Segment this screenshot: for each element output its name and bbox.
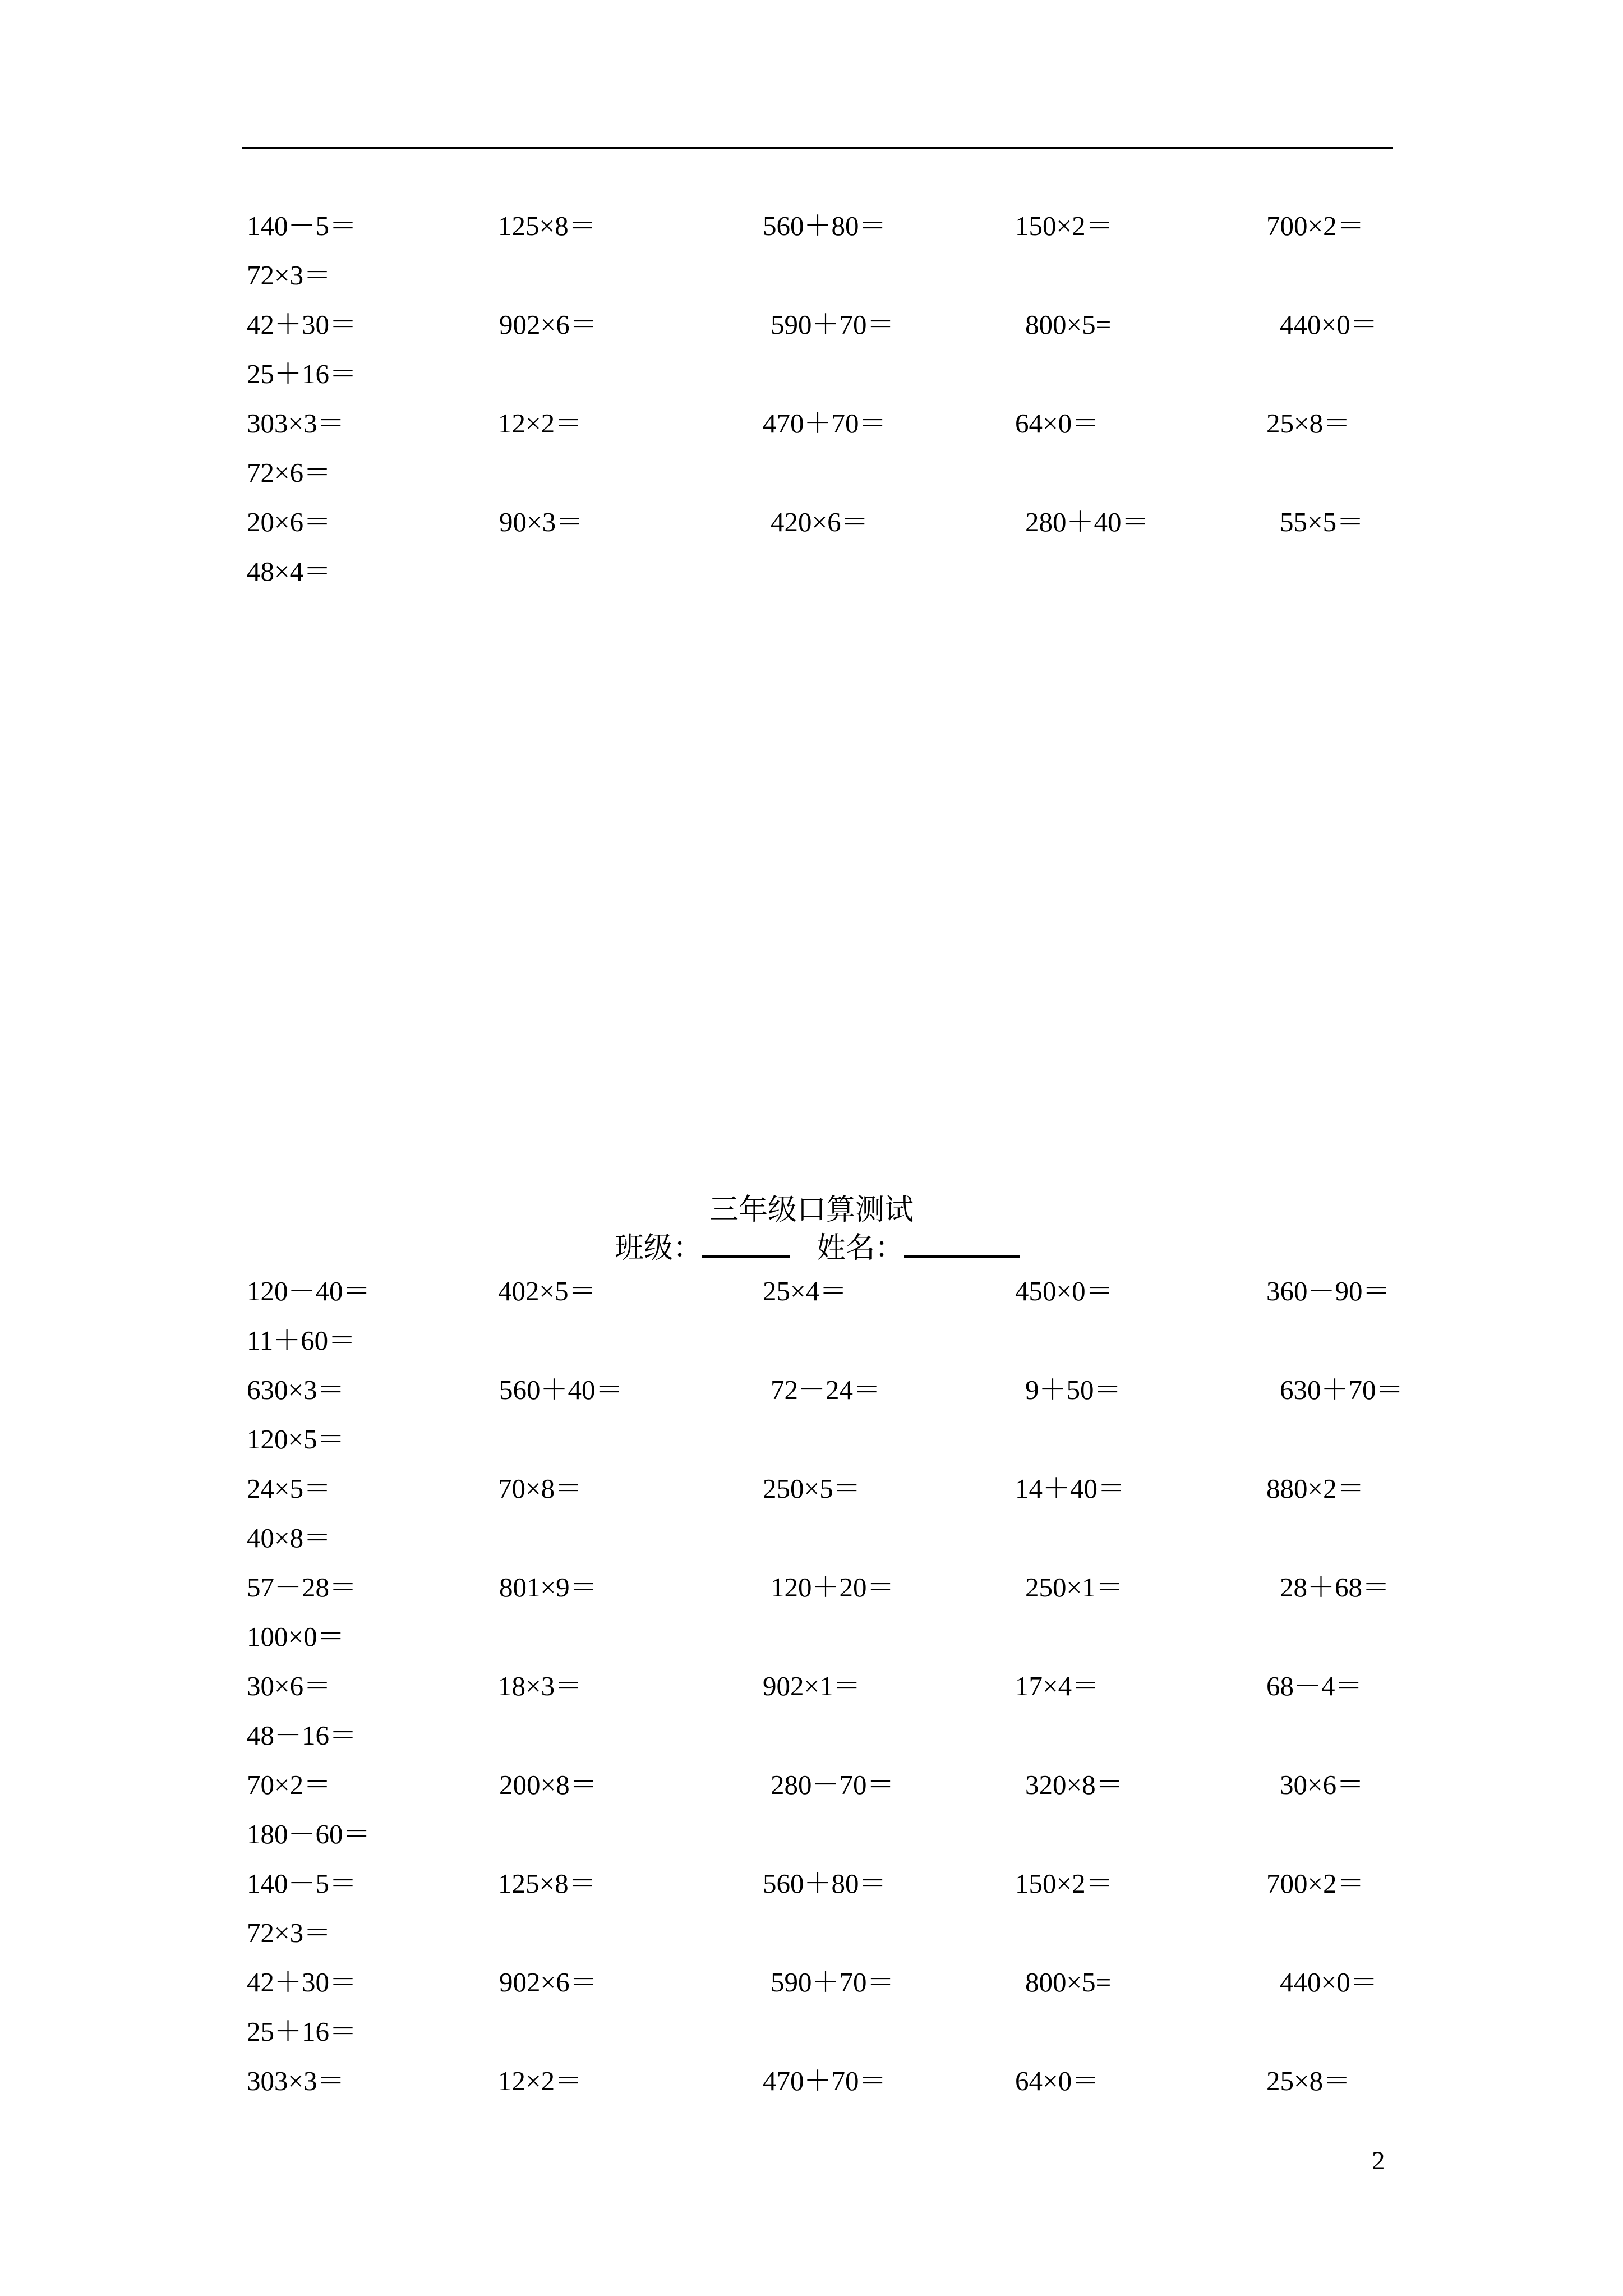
- exercise-item: 120－40＝: [247, 1276, 371, 1306]
- exercise-row: [247, 1960, 1391, 2005]
- exercise-item: 125×8＝: [498, 210, 596, 241]
- exercise-item: 902×1＝: [763, 1671, 861, 1701]
- exercise-item: 72×6＝: [247, 457, 331, 488]
- exercise-item: 280＋40＝: [1025, 507, 1149, 537]
- exercise-item: 100×0＝: [247, 1621, 345, 1652]
- exercise-item: 200×8＝: [499, 1769, 597, 1800]
- exercise-item: 12×2＝: [498, 408, 583, 439]
- exercise-item: 125×8＝: [498, 1868, 596, 1899]
- exercise-item: 20×6＝: [247, 507, 331, 537]
- exercise-item: 440×0＝: [1280, 309, 1378, 340]
- exercise-item: 560＋40＝: [499, 1374, 623, 1405]
- exercise-item: 140－5＝: [247, 1868, 357, 1899]
- page-number: 2: [1372, 2146, 1385, 2175]
- exercise-item: 14＋40＝: [1015, 1473, 1126, 1504]
- exercise-row: [247, 500, 1391, 545]
- exercise-item: 25×8＝: [1266, 408, 1351, 439]
- exercise-item: 30×6＝: [1280, 1769, 1364, 1800]
- exercise-item: 9＋50＝: [1025, 1374, 1122, 1405]
- exercise-row: [247, 352, 1391, 397]
- exercise-item: 72－24＝: [771, 1374, 881, 1405]
- test-title: 三年级口算测试: [709, 1194, 914, 1226]
- exercise-item: 420×6＝: [771, 507, 869, 537]
- exercise-item: 48－16＝: [247, 1720, 357, 1751]
- exercise-item: 64×0＝: [1015, 2065, 1100, 2096]
- exercise-item: 25＋16＝: [247, 2016, 357, 2047]
- exercise-item: 64×0＝: [1015, 408, 1100, 439]
- exercise-item: 140－5＝: [247, 210, 357, 241]
- exercise-item: 40×8＝: [247, 1522, 331, 1553]
- exercise-item: 590＋70＝: [771, 1967, 895, 1998]
- exercise-item: 560＋80＝: [763, 1868, 887, 1899]
- exercise-item: 25×4＝: [763, 1276, 847, 1306]
- exercise-item: 470＋70＝: [763, 408, 887, 439]
- exercise-item: 11＋60＝: [247, 1325, 356, 1356]
- exercise-item: 150×2＝: [1015, 210, 1113, 241]
- header-rule: [242, 147, 1393, 149]
- exercise-item: 42＋30＝: [247, 1967, 357, 1998]
- exercise-row: [247, 1763, 1391, 1807]
- exercise-item: 24×5＝: [247, 1473, 331, 1504]
- exercise-row: [247, 1318, 1391, 1363]
- exercise-item: 68－4＝: [1266, 1671, 1363, 1701]
- exercise-row: [247, 1812, 1391, 1857]
- exercise-item: 630＋70＝: [1280, 1374, 1404, 1405]
- exercise-item: 180－60＝: [247, 1819, 371, 1849]
- exercise-item: 48×4＝: [247, 556, 331, 587]
- exercise-item: 440×0＝: [1280, 1967, 1378, 1998]
- name-blank-field[interactable]: [904, 1227, 1020, 1258]
- exercise-item: 402×5＝: [498, 1276, 596, 1306]
- exercise-row: [247, 1516, 1391, 1561]
- exercise-item: 470＋70＝: [763, 2065, 887, 2096]
- exercise-row: [247, 1565, 1391, 1610]
- exercise-item: 801×9＝: [499, 1572, 597, 1603]
- exercise-item: 70×2＝: [247, 1769, 331, 1800]
- exercise-item: 450×0＝: [1015, 1276, 1113, 1306]
- exercise-item: 150×2＝: [1015, 1868, 1113, 1899]
- exercise-item: 120＋20＝: [771, 1572, 895, 1603]
- exercise-row: [247, 1269, 1391, 1314]
- exercise-row: [247, 401, 1391, 446]
- exercise-item: 25＋16＝: [247, 358, 357, 389]
- exercise-item: 72×3＝: [247, 260, 331, 291]
- exercise-row: [247, 1466, 1391, 1511]
- exercise-item: 800×5=: [1025, 309, 1112, 340]
- exercise-item: 902×6＝: [499, 309, 597, 340]
- exercise-row: [247, 1713, 1391, 1758]
- exercise-item: 360－90＝: [1266, 1276, 1390, 1306]
- exercise-row: [247, 253, 1391, 298]
- exercise-item: 70×8＝: [498, 1473, 583, 1504]
- class-label: 班级：: [615, 1232, 703, 1264]
- exercise-row: [247, 1664, 1391, 1709]
- exercise-row: [247, 1417, 1391, 1462]
- exercise-item: 250×1＝: [1025, 1572, 1123, 1603]
- student-info-line: [615, 1226, 1020, 1271]
- exercise-row: [247, 450, 1391, 495]
- exercise-item: 120×5＝: [247, 1424, 345, 1455]
- exercise-item: 560＋80＝: [763, 210, 887, 241]
- exercise-item: 90×3＝: [499, 507, 584, 537]
- exercise-item: 700×2＝: [1266, 1868, 1364, 1899]
- exercise-item: 55×5＝: [1280, 507, 1364, 537]
- exercise-row: [247, 549, 1391, 594]
- exercise-item: 303×3＝: [247, 408, 345, 439]
- name-label: 姓名：: [817, 1232, 905, 1264]
- exercise-item: 28＋68＝: [1280, 1572, 1390, 1603]
- class-blank-field[interactable]: [702, 1227, 790, 1258]
- exercise-row: [247, 2059, 1391, 2104]
- exercise-row: [247, 2009, 1391, 2054]
- exercise-row: [247, 204, 1391, 249]
- exercise-item: 280－70＝: [771, 1769, 895, 1800]
- exercise-row: [247, 1861, 1391, 1906]
- exercise-row: [247, 1911, 1391, 1955]
- exercise-item: 30×6＝: [247, 1671, 331, 1701]
- exercise-item: 25×8＝: [1266, 2065, 1351, 2096]
- exercise-item: 630×3＝: [247, 1374, 345, 1405]
- exercise-item: 57－28＝: [247, 1572, 357, 1603]
- exercise-item: 18×3＝: [498, 1671, 583, 1701]
- exercise-item: 12×2＝: [498, 2065, 583, 2096]
- exercise-item: 250×5＝: [763, 1473, 861, 1504]
- exercise-item: 320×8＝: [1025, 1769, 1123, 1800]
- exercise-item: 303×3＝: [247, 2065, 345, 2096]
- exercise-item: 72×3＝: [247, 1917, 331, 1948]
- exercise-item: 590＋70＝: [771, 309, 895, 340]
- exercise-row: [247, 302, 1391, 347]
- exercise-item: 902×6＝: [499, 1967, 597, 1998]
- exercise-item: 880×2＝: [1266, 1473, 1364, 1504]
- exercise-item: 700×2＝: [1266, 210, 1364, 241]
- exercise-item: 17×4＝: [1015, 1671, 1100, 1701]
- exercise-row: [247, 1614, 1391, 1659]
- exercise-row: [247, 1368, 1404, 1412]
- exercise-item: 800×5=: [1025, 1967, 1112, 1998]
- exercise-item: 42＋30＝: [247, 309, 357, 340]
